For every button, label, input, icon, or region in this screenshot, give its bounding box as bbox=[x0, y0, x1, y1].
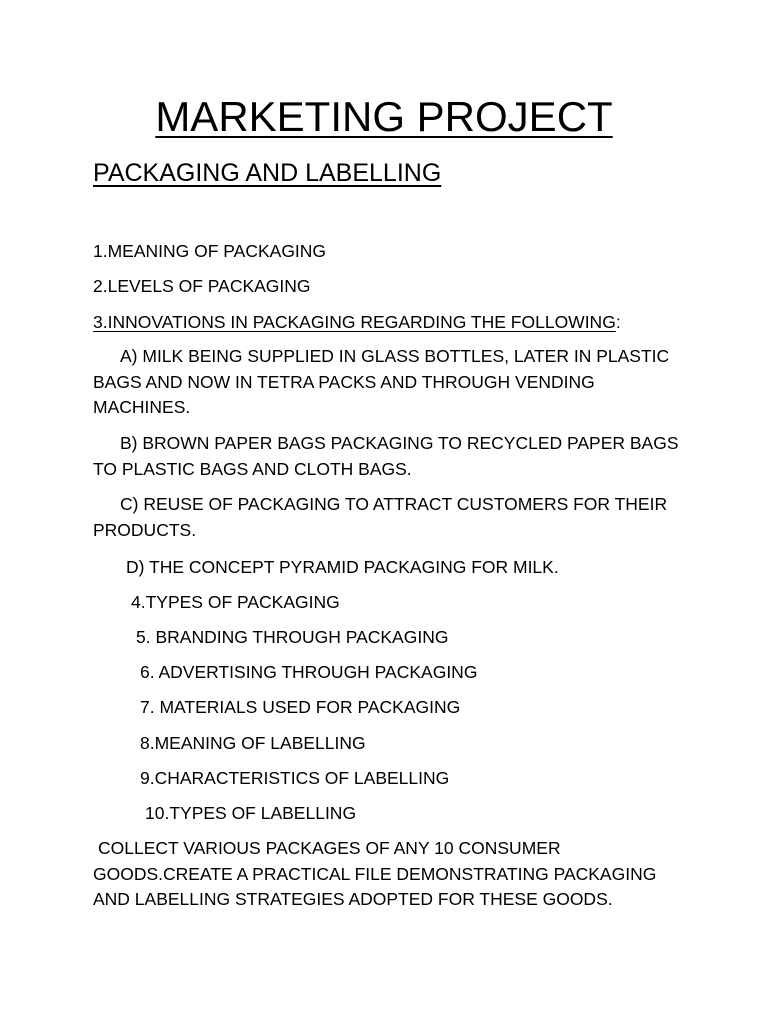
item-3-innovations-heading bbox=[93, 311, 621, 333]
item-3-heading-text: 3.INNOVATIONS IN PACKAGING REGARDING THE FOLLOWING bbox=[93, 312, 616, 332]
item-3d-pyramid-packaging: D) THE CONCEPT PYRAMID PACKAGING FOR MILK. bbox=[126, 557, 559, 577]
item-3a-milk-paragraph: A) MILK BEING SUPPLIED IN GLASS BOTTLES, LATER IN PLASTIC BAGS AND NOW IN TETRA PACKS AND THROUGH VENDING MACHINES. bbox=[93, 346, 670, 417]
document-title: MARKETING PROJECT bbox=[155, 93, 613, 140]
item-7-materials-used-for-packaging: 7. MATERIALS USED FOR PACKAGING bbox=[140, 697, 461, 717]
item-4-types-of-packaging: 4.TYPES OF PACKAGING bbox=[131, 592, 340, 612]
item-3b-paper-bags-paragraph: B) BROWN PAPER BAGS PACKAGING TO RECYCLED PAPER BAGS TO PLASTIC BAGS AND CLOTH BAGS. bbox=[93, 433, 679, 479]
item-1-meaning-of-packaging: 1.MEANING OF PACKAGING bbox=[93, 241, 327, 261]
item-2-levels-of-packaging: 2.LEVELS OF PACKAGING bbox=[93, 276, 311, 296]
item-10-types-of-labelling: 10.TYPES OF LABELLING bbox=[145, 803, 357, 823]
item-6-advertising-through-packaging: 6. ADVERTISING THROUGH PACKAGING bbox=[140, 662, 478, 682]
item-8-meaning-of-labelling: 8.MEANING OF LABELLING bbox=[140, 733, 366, 753]
item-3-colon: : bbox=[615, 312, 621, 332]
item-5-branding-through-packaging: 5. BRANDING THROUGH PACKAGING bbox=[136, 627, 449, 647]
item-9-characteristics-of-labelling: 9.CHARACTERISTICS OF LABELLING bbox=[140, 768, 450, 788]
document-subtitle: PACKAGING AND LABELLING bbox=[93, 159, 442, 187]
item-3c-reuse-paragraph: C) REUSE OF PACKAGING TO ATTRACT CUSTOMERS FOR THEIR PRODUCTS. bbox=[93, 494, 668, 540]
closing-instructions-paragraph: COLLECT VARIOUS PACKAGES OF ANY 10 CONSUMER GOODS.CREATE A PRACTICAL FILE DEMONSTRATING PACKAGING AND LABELLING STRATEGIES ADOPTED FOR THESE GOODS. bbox=[93, 838, 657, 909]
